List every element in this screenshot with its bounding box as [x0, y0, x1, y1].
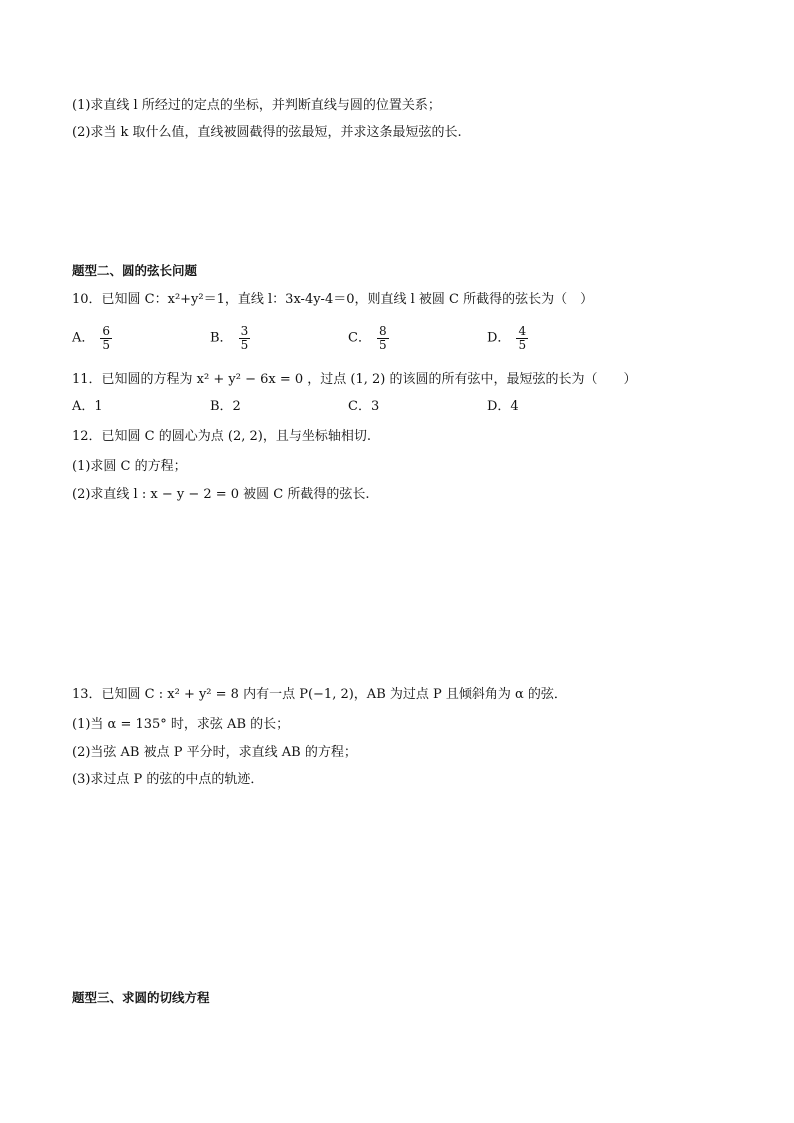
q10-option-b-label: B．: [210, 330, 233, 346]
q13-part1: (1)当 α = 135° 时，求弦 AB 的长；: [72, 717, 290, 732]
section-heading-2: 题型二、圆的弦长问题: [72, 263, 198, 278]
q10-stem: 10．已知圆 C：x²+y²＝1，直线 l：3x-4y-4＝0，则直线 l 被圆 C 所截得的弦长为（ ）: [72, 292, 594, 307]
q12-part2: (2)求直线 l : x − y − 2 = 0 被圆 C 所截得的弦长.: [72, 487, 370, 502]
q11-option-c: C．3: [348, 399, 380, 414]
q10-option-d-num: 4: [518, 324, 527, 338]
q11-option-a: A．1: [72, 399, 103, 414]
q10-option-b: [210, 325, 250, 352]
q11-option-b: B．2: [210, 399, 241, 414]
q10-option-c-label: C．: [348, 330, 371, 346]
q10-option-c-num: 8: [378, 324, 387, 338]
q13-part2: (2)当弦 AB 被点 P 平分时，求直线 AB 的方程；: [72, 745, 357, 760]
q10-option-d-label: D．: [487, 330, 511, 346]
q10-option-c-den: 5: [378, 338, 387, 352]
q10-option-b-fraction: [239, 325, 251, 352]
q10-option-d-den: 5: [518, 338, 527, 352]
q10-option-d-fraction: [516, 325, 528, 352]
q10-option-a-den: 5: [102, 338, 111, 352]
q10-option-d: [487, 325, 528, 352]
q9-part1: (1)求直线 l 所经过的定点的坐标，并判断直线与圆的位置关系；: [72, 98, 441, 113]
q9-part2: (2)求当 k 取什么值，直线被圆截得的弦最短，并求这条最短弦的长.: [72, 125, 462, 140]
q13-part3: (3)求过点 P 的弦的中点的轨迹．: [72, 772, 264, 787]
q10-option-c-fraction: [377, 325, 389, 352]
q12-stem: 12．已知圆 C 的圆心为点 (2, 2)，且与坐标轴相切.: [72, 429, 371, 444]
q11-option-d: D．4: [487, 399, 519, 414]
q11-stem: 11．已知圆的方程为 x² + y² − 6x = 0 ，过点 (1, 2) 的该圆的所有弦中，最短弦的长为（ ）: [72, 372, 637, 387]
q10-option-a-fraction: [100, 325, 112, 352]
q10-option-c: [348, 325, 389, 352]
q10-option-a-label: A．: [72, 330, 95, 346]
section-heading-3: 题型三、求圆的切线方程: [72, 990, 210, 1005]
q10-option-a-num: 6: [102, 324, 111, 338]
q12-part1: (1)求圆 C 的方程；: [72, 459, 187, 474]
q10-option-b-num: 3: [240, 324, 249, 338]
q10-option-a: [72, 325, 112, 352]
q13-stem: 13．已知圆 C : x² + y² = 8 内有一点 P(−1, 2)，AB 为过点 P 且倾斜角为 α 的弦．: [72, 687, 567, 702]
q10-option-b-den: 5: [240, 338, 249, 352]
